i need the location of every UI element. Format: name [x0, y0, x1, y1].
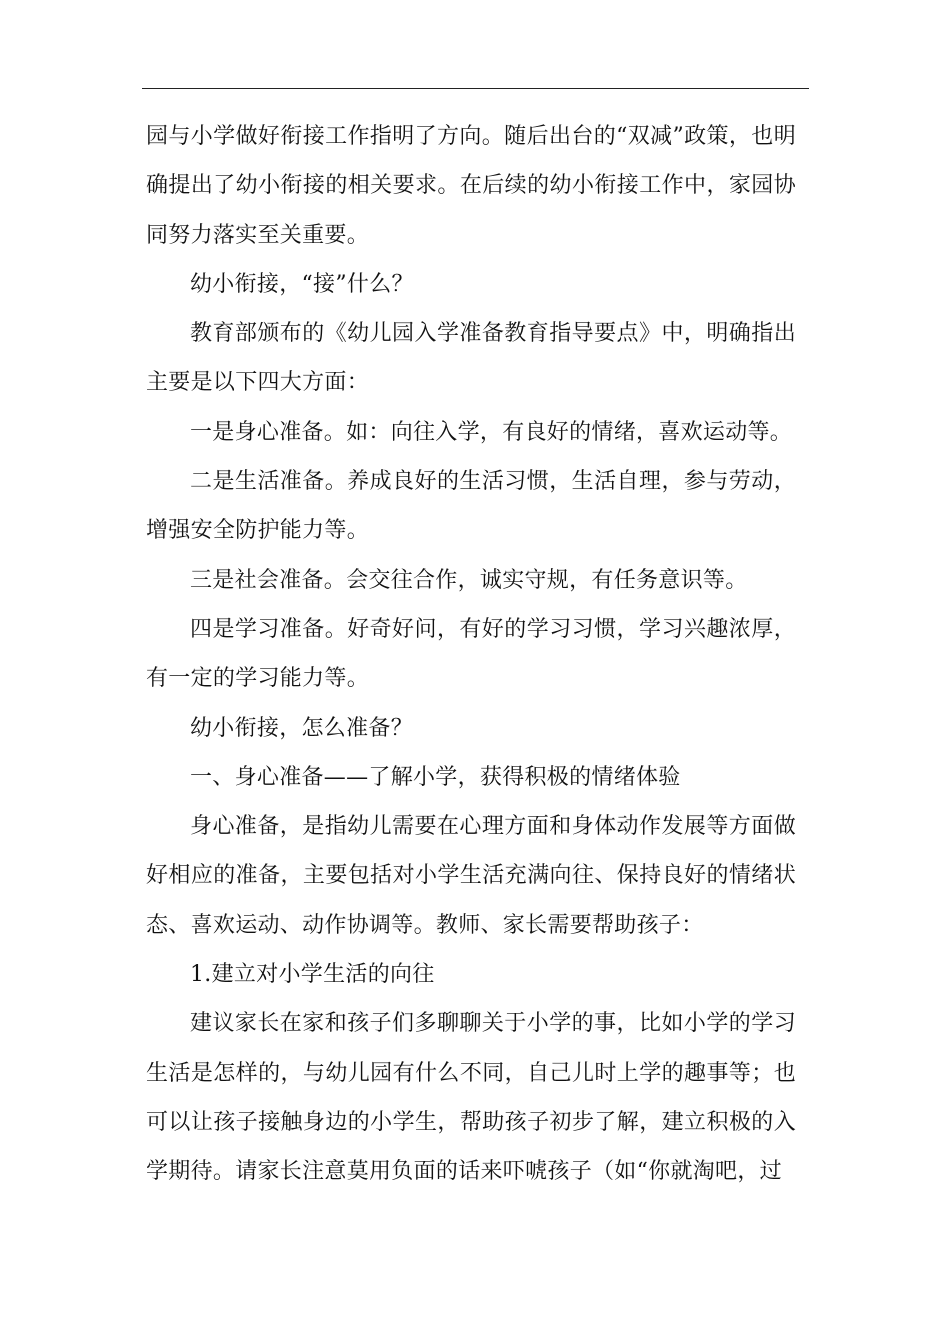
paragraph-item-1: 一是身心准备。如：向往入学，有良好的情绪，喜欢运动等。	[190, 419, 793, 445]
subsection-heading-1: 一、身心准备——了解小学，获得积极的情绪体验	[190, 764, 681, 790]
section-heading-how: 幼小衔接，怎么准备？	[190, 715, 414, 741]
paragraph-item-4: 四是学习准备。好奇好问，有好的学习习惯，学习兴趣浓厚，有一定的学习能力等。	[146, 616, 796, 692]
paragraph-item-2: 二是生活准备。养成良好的生活习惯，生活自理，参与劳动，增强安全防护能力等。	[146, 469, 796, 544]
paragraph-continuation: 园与小学做好衔接工作指明了方向。随后出台的“双减”政策，也明确提出了幼小衔接的相关要求。在后续的幼小衔接工作中，家园协同努力落实至关重要。	[146, 124, 796, 248]
paragraph-guideline: 教育部颁布的《幼儿园入学准备教育指导要点》中，明确指出主要是以下四大方面：	[146, 321, 796, 396]
section-heading-what: 幼小衔接，“接”什么？	[190, 271, 414, 297]
header-rule	[142, 88, 809, 89]
paragraph-item-3: 三是社会准备。会交往合作，诚实守规，有任务意识等。	[190, 567, 748, 593]
paragraph-advice: 建议家长在家和孩子们多聊聊关于小学的事，比如小学的学习生活是怎样的，与幼儿园有什么不同，自己儿时上学的趣事等；也可以让孩子接触身边的小学生，帮助孩子初步了解，建立积极的入学期待。请家长注意莫用负面的话来吓唬孩子（如“你就淘吧，过	[146, 1011, 796, 1185]
numbered-heading-1: 1.建立对小学生活的向往	[190, 962, 435, 988]
paragraph-body: 身心准备，是指幼儿需要在心理方面和身体动作发展等方面做好相应的准备，主要包括对小学生活充满向往、保持良好的情绪状态、喜欢运动、动作协调等。教师、家长需要帮助孩子：	[146, 814, 796, 938]
document-body	[146, 112, 796, 1197]
